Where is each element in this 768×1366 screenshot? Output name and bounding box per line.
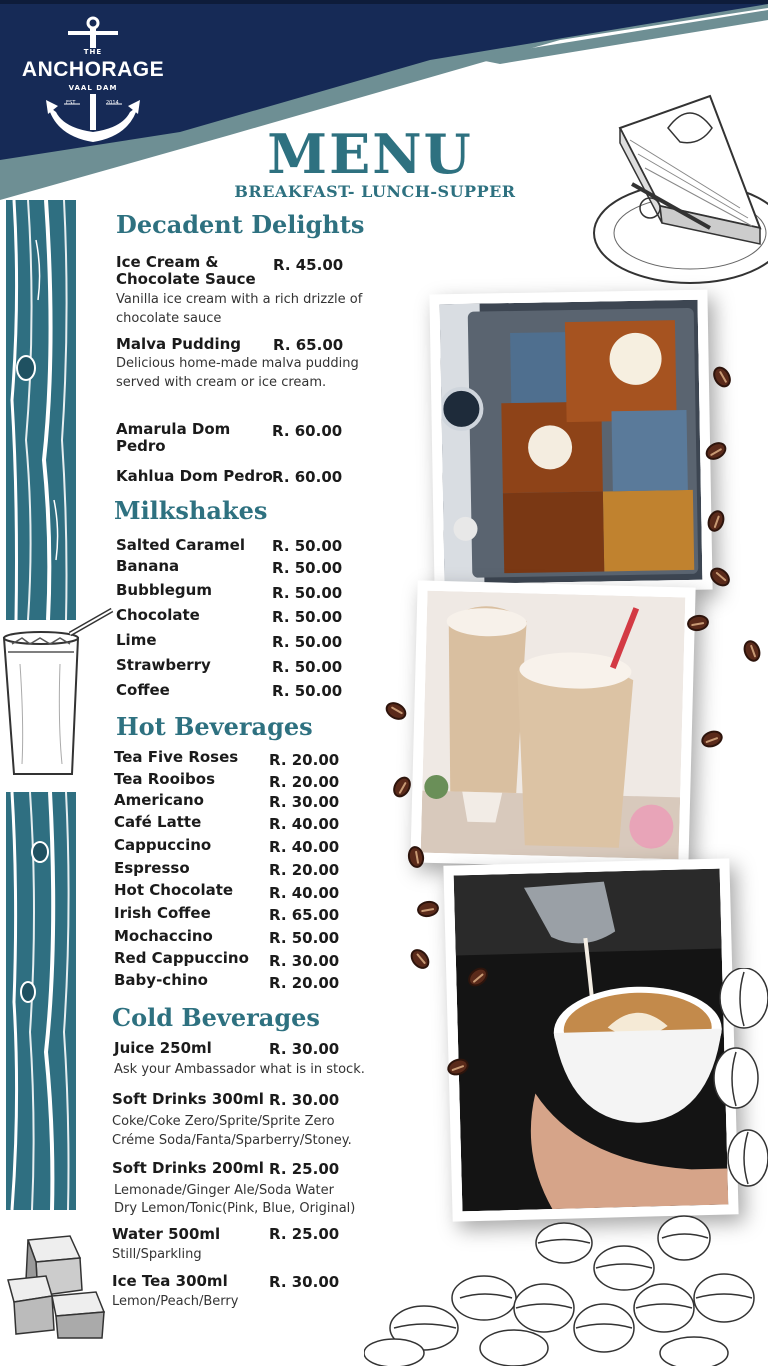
item-price-water: R. 25.00 (269, 1225, 340, 1243)
item-desc-water: Still/Sparkling (112, 1247, 202, 1262)
item-name-ice-cream: Ice Cream & Chocolate Sauce (116, 253, 256, 288)
item-price-hot: R. 50.00 (269, 929, 340, 947)
item-price-hot: R. 30.00 (269, 952, 340, 970)
item-price-milkshake: R. 50.00 (272, 584, 343, 602)
coffee-bean-icon (710, 363, 735, 390)
coffee-bean-icon (699, 728, 725, 751)
item-name-amarula: Amarula Dom Pedro (116, 420, 231, 455)
item-price-milkshake: R. 50.00 (272, 658, 343, 676)
item-price-hot: R. 40.00 (269, 884, 340, 902)
menu-title: MENU (267, 122, 473, 186)
item-price-milkshake: R. 50.00 (272, 633, 343, 651)
item-price-malva: R. 65.00 (273, 336, 344, 354)
item-name-hot: Irish Coffee (114, 904, 211, 922)
item-desc-ice-tea: Lemon/Peach/Berry (112, 1294, 239, 1309)
coffee-bean-icon (416, 899, 440, 919)
logo-location: VAAL DAM (68, 84, 118, 92)
item-price-hot: R. 40.00 (269, 815, 340, 833)
item-price-hot: R. 30.00 (269, 793, 340, 811)
item-name-milkshake: Lime (116, 631, 157, 649)
item-name-hot: Cappuccino (114, 836, 212, 854)
item-price-milkshake: R. 50.00 (272, 559, 343, 577)
section-title-milkshakes: Milkshakes (114, 496, 268, 525)
item-desc-soft-drinks-200-line2: Dry Lemon/Tonic(Pink, Blue, Original) (114, 1201, 356, 1216)
item-desc-ice-cream: Vanilla ice cream with a rich drizzle of chocolate sauce (116, 292, 363, 326)
item-price-juice: R. 30.00 (269, 1040, 340, 1058)
item-price-hot: R. 20.00 (269, 974, 340, 992)
item-name-milkshake: Strawberry (116, 656, 211, 674)
logo-year: 2014 (106, 100, 119, 106)
item-desc-soft-drinks-200-line1: Lemonade/Ginger Ale/Soda Water (114, 1183, 334, 1198)
coffee-bean-icon (382, 699, 409, 724)
item-name-hot: Tea Five Roses (114, 748, 239, 766)
photo-malva-pudding (429, 290, 712, 595)
item-name-hot: Espresso (114, 859, 190, 877)
item-price-hot: R. 65.00 (269, 906, 340, 924)
menu-subtitle: BREAKFAST- LUNCH-SUPPER (234, 182, 516, 201)
item-price-hot: R. 20.00 (269, 751, 340, 769)
item-name-milkshake: Banana (116, 557, 180, 575)
item-name-hot: Tea Rooibos (114, 770, 216, 788)
item-name-milkshake: Coffee (116, 681, 170, 699)
item-name-hot: Americano (114, 791, 204, 809)
item-name-hot: Hot Chocolate (114, 881, 234, 899)
item-desc-malva: Delicious home-made malva pudding served with cream or ice cream. (116, 356, 359, 390)
wood-plank-bottom (6, 792, 76, 1210)
anchorage-logo (12, 14, 174, 146)
item-name-juice: Juice 250ml (114, 1039, 212, 1057)
item-name-hot: Red Cappuccino (114, 949, 249, 967)
item-name-malva: Malva Pudding (116, 335, 242, 353)
wood-plank-top (6, 200, 76, 620)
coffee-bean-icon (390, 773, 415, 800)
item-desc-soft-drinks-300-line2: Créme Soda/Fanta/Sparberry/Stoney. (112, 1133, 352, 1148)
item-name-milkshake: Chocolate (116, 606, 200, 624)
pie-sketch-icon (590, 88, 768, 288)
logo-the: THE (83, 48, 103, 56)
item-price-milkshake: R. 50.00 (272, 537, 343, 555)
section-title-decadent: Decadent Delights (116, 210, 365, 239)
item-name-soft-drinks-200: Soft Drinks 200ml (112, 1159, 264, 1177)
item-name-hot: Mochaccino (114, 927, 213, 945)
item-price-soft-drinks-300: R. 30.00 (269, 1091, 340, 1109)
photo-milkshakes (410, 580, 695, 869)
logo-name: ANCHORAGE (21, 58, 165, 81)
section-title-hot-beverages: Hot Beverages (116, 712, 313, 741)
item-name-milkshake: Salted Caramel (116, 536, 245, 554)
coffee-bean-icon (741, 638, 764, 664)
item-price-milkshake: R. 50.00 (272, 608, 343, 626)
item-name-kahlua: Kahlua Dom Pedro (116, 467, 273, 485)
item-desc-juice: Ask your Ambassador what is in stock. (114, 1062, 365, 1077)
item-price-ice-cream: R. 45.00 (273, 256, 344, 274)
item-price-ice-tea: R. 30.00 (269, 1273, 340, 1291)
item-name-soft-drinks-300: Soft Drinks 300ml (112, 1090, 264, 1108)
item-name-hot: Café Latte (114, 813, 202, 831)
item-name-ice-tea: Ice Tea 300ml (112, 1272, 228, 1290)
glass-sketch-icon (0, 604, 116, 784)
item-name-milkshake: Bubblegum (116, 581, 212, 599)
ice-cubes-sketch-icon (0, 1230, 112, 1340)
section-title-cold-beverages: Cold Beverages (112, 1003, 320, 1032)
item-price-milkshake: R. 50.00 (272, 682, 343, 700)
coffee-beans-sketch-icon (364, 968, 768, 1366)
item-price-hot: R. 40.00 (269, 838, 340, 856)
item-name-hot: Baby-chino (114, 971, 208, 989)
item-price-soft-drinks-200: R. 25.00 (269, 1160, 340, 1178)
item-price-hot: R. 20.00 (269, 773, 340, 791)
item-name-water: Water 500ml (112, 1225, 221, 1243)
item-price-kahlua: R. 60.00 (272, 468, 343, 486)
logo-est: EST (66, 100, 76, 106)
item-price-hot: R. 20.00 (269, 861, 340, 879)
item-desc-soft-drinks-300-line1: Coke/Coke Zero/Sprite/Sprite Zero (112, 1114, 335, 1129)
item-price-amarula: R. 60.00 (272, 422, 343, 440)
